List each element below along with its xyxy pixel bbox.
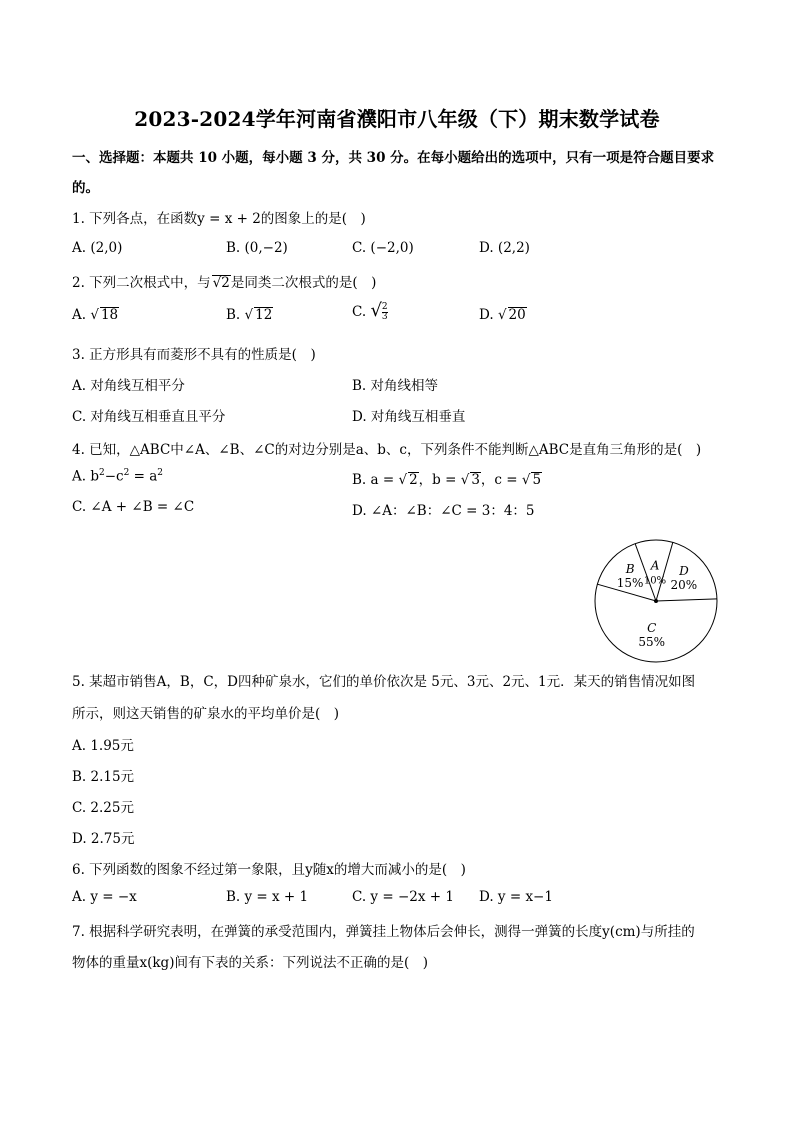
numerator: 2 [381,301,388,312]
question-1-option-d: D. (2,2) [479,240,530,256]
question-7-stem: 7. 根据科学研究表明，在弹簧的承受范围内，弹簧挂上物体后会伸长，测得一弹簧的长度y(cm)与所挂的 [72,924,695,940]
pie-label-a: A [650,558,660,573]
pie-center-dot [654,599,658,603]
radicand: 2 [409,472,418,488]
question-2-option-a [72,307,119,323]
term: B. a = [352,472,399,488]
q2-stem-post: 是同类二次根式的是( ) [230,275,377,291]
question-6-option-c: C. y = −2x + 1 [352,889,454,905]
question-3-option-b: B. 对角线相等 [352,378,439,394]
question-6-option-b: B. y = x + 1 [226,889,309,905]
sqrt-symbol [522,472,531,488]
section-heading-cont: 的。 [72,180,99,196]
question-3-option-d: D. 对角线互相垂直 [352,409,466,425]
q2-stem-pre: 2. 下列二次根式中，与 [72,275,211,291]
radicand: 12 [255,307,273,323]
question-4-option-d: D. ∠A：∠B：∠C = 3：4：5 [352,503,535,519]
question-6-option-a: A. y = −x [72,889,137,905]
question-2-stem [72,271,376,291]
question-2-option-b [226,307,273,323]
question-1-option-a: A. (2,0) [72,240,123,256]
question-5-option-a: A. 1.95元 [72,738,134,754]
option-label: D. [479,307,498,323]
question-6-stem: 6. 下列函数的图象不经过第一象限，且y随x的增大而减小的是( ) [72,862,466,878]
pie-label-c: C [647,621,657,636]
term: = a [129,468,158,485]
radicand: 20 [508,307,526,323]
question-5-option-b: B. 2.15元 [72,769,135,785]
option-label: C. [352,304,371,320]
term: ，c = [480,472,522,488]
section-heading: 一、选择题：本题共 10 小题，每小题 3 分，共 30 分。在每小题给出的选项中，只有一项是符合题目要求 [72,150,715,166]
pie-label-b: B [625,561,635,576]
radicand: 5 [532,472,542,488]
pie-percent-c: 55% [638,635,666,650]
term: ，b = [418,472,461,488]
question-3-option-a: A. 对角线互相平分 [72,378,185,394]
sqrt-symbol [90,307,99,323]
pie-label-d: D [679,564,689,579]
question-5-option-d: D. 2.75元 [72,831,135,847]
sqrt-symbol [498,307,507,323]
sqrt-symbol [461,472,470,488]
term: −c [104,468,124,485]
question-6-option-d: D. y = x−1 [479,889,553,905]
sqrt-symbol [370,300,381,321]
option-label: A. b [72,468,99,485]
sqrt-symbol [212,275,231,291]
radicand: 18 [100,307,119,323]
question-4-option-b [352,468,542,488]
question-1-option-c: C. (−2,0) [352,240,414,256]
fraction [382,303,388,323]
sqrt-symbol [398,472,407,488]
exponent: 2 [123,468,130,478]
sqrt-symbol [245,307,254,323]
pie-percent-a: 10% [643,575,667,587]
pie-percent-d: 20% [670,578,698,593]
question-5-option-c: C. 2.25元 [72,800,134,816]
page-title: 2023-2024学年河南省濮阳市八年级（下）期末数学试卷 [134,107,660,131]
question-4-option-a [72,468,163,485]
exponent: 2 [98,468,105,478]
pie-percent-b: 15% [616,575,644,590]
question-5-stem: 5. 某超市销售A，B，C，D四种矿泉水，它们的单价依次是 5元、3元、2元、1元．某天的销售情况如图 [72,674,696,690]
question-1-stem: 1. 下列各点，在函数y = x + 2的图象上的是( ) [72,211,366,227]
question-4-option-c: C. ∠A + ∠B = ∠C [72,499,195,515]
question-1-option-b: B. (0,−2) [226,240,288,256]
radicand: 3 [471,472,480,488]
denominator: 3 [381,312,388,322]
question-4-stem: 4. 已知，△ABC中∠A、∠B、∠C的对边分别是a、b、c，下列条件不能判断△ABC是直角三角形的是( ) [72,442,702,458]
question-2-option-d [479,307,527,323]
question-3-stem: 3. 正方形具有而菱形不具有的性质是( ) [72,347,316,363]
question-7-stem-cont: 物体的重量x(kg)间有下表的关系：下列说法不正确的是( ) [72,955,429,971]
sales-pie-chart [592,537,724,669]
question-3-option-c: C. 对角线互相垂直且平分 [72,409,226,425]
exponent: 2 [157,468,164,478]
option-label: B. [226,307,245,323]
question-5-stem-cont: 所示，则这天销售的矿泉水的平均单价是( ) [72,706,340,722]
question-2-option-c [352,300,388,322]
q2-stem-radicand: 2 [221,275,230,291]
option-label: A. [72,307,91,323]
